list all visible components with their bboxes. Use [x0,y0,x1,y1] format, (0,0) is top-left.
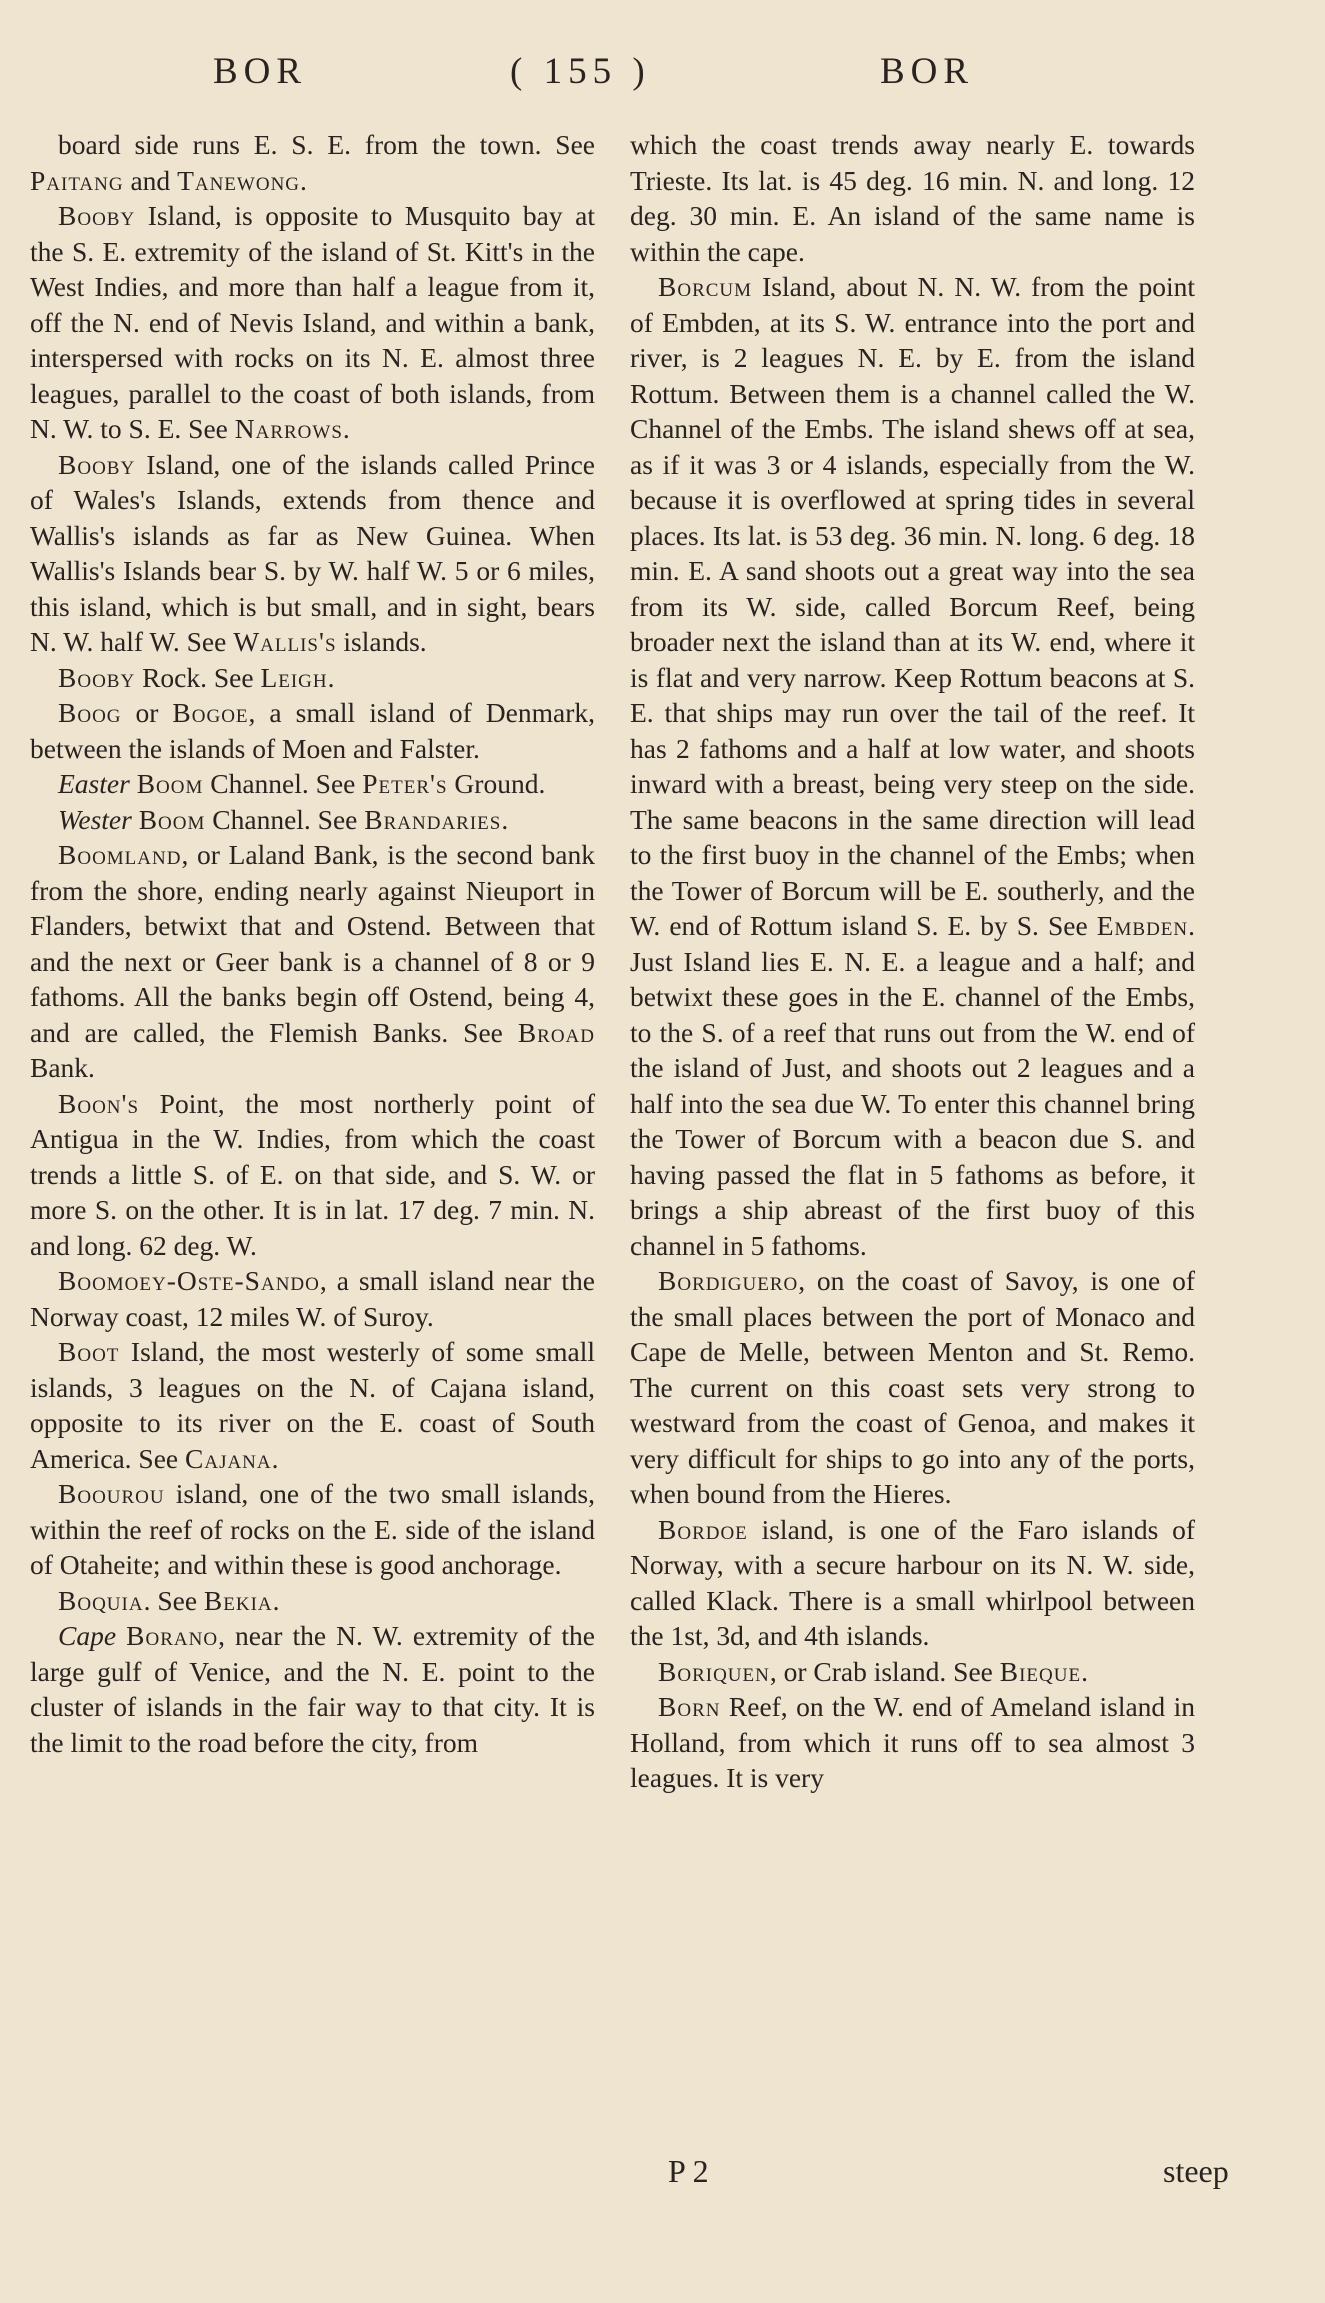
entry-headword: Boriquen [658,1655,770,1687]
entry-headword: Wallis's [233,626,337,657]
entry-text: and [123,164,178,196]
entry-text: . [271,1442,279,1474]
entry-text: . [1081,1655,1088,1687]
entry-text: islands. [336,626,427,657]
gazetteer-entry [30,447,595,660]
gazetteer-entry [30,1334,595,1476]
entry-headword: Boomoey-Oste-Sando [58,1265,320,1296]
entry-text [130,768,137,799]
gazetteer-entry [630,1263,1195,1512]
entry-text: . [501,803,509,835]
entry-text: Island, one of the islands called Prince of Wales's Islands, extends from thence and Wallis's islands as far as New Guinea. When Wallis's Islands bear S. by W. half W. 5 or 6 miles, this island, which is but small, and in sight, bears N. W. half W. See [30,448,595,657]
gazetteer-entry [30,1086,595,1264]
gazetteer-entry [30,1583,595,1619]
signature-mark: P 2 [668,2153,709,2189]
entry-italic: Easter [58,768,130,799]
entry-text: , near the N. W. extremity of the large gulf of Venice, and the N. E. point to the cluster of islands in the fair way to that city. It is the limit to the road before the city, from [30,1620,595,1758]
gazetteer-entry [30,1263,595,1334]
entry-text: Rock. See [135,661,261,693]
entry-headword: Boon's [58,1087,140,1119]
gazetteer-entry [630,1654,1195,1690]
gazetteer-entry [630,127,1195,269]
entry-text: , a small island near the Norway coast, 12 miles W. of Suroy. [30,1265,595,1332]
entry-text: . [272,1584,280,1616]
entry-headword: Booby [58,200,136,231]
entry-headword: Bordiguero [658,1265,799,1296]
entry-text: . [300,164,307,196]
gazetteer-entry [630,1689,1195,1796]
entry-italic: Wester [58,803,132,835]
entry-text: Channel. See [205,803,365,835]
entry-text [116,1620,126,1651]
catchword: steep [1163,2153,1229,2189]
gazetteer-entry [30,1476,595,1583]
entry-headword: Peter's [362,768,448,799]
right-column [630,127,1195,1796]
entry-headword: Tanewong [177,164,301,196]
gazetteer-entry [30,837,595,1086]
entry-text: , on the coast of Savoy, is one of the small places between the port of Monaco and Cape de Melle, between Menton and St. Remo. The current on this coast sets very strong to westward from the coast of Genoa, and makes it very difficult for ships to go into any of the ports, when bound from the Hieres. [630,1265,1195,1509]
entry-headword: Leigh [260,661,328,693]
entry-text: . [342,413,350,444]
entry-text: Island, about N. N. W. from the point of Embden, at its S. W. entrance into the port and river, is 2 leagues N. E. by E. from the island Rottum. Between them is a channel called the W. Channel of the Embs. The island shews off at sea, as if it was 3 or 4 islands, especially from the W. because it is overflowed at spring tides in several places. Its lat. is 53 deg. 36 min. N. long. 6 deg. 18 min. E. A sand shoots out a great way into the sea from its W. side, called Borcum Reef, being broader next the island than at its W. end, where it is flat and very narrow. Keep Rottum beacons at S. E. that ships may run over the tail of the reef. It has 2 fathoms and a half at low water, and shoots inward with a breast, being very steep on the side. The same beacons in the same direction will lead to the first buoy in the channel of the Embs; when the Tower of Borcum will be E. southerly, and the W. end of Rottum island S. E. by S. See [630,271,1195,941]
gazetteer-entry [30,695,595,766]
entry-text: . Just Island lies E. N. E. a league and a half; and betwixt these goes in the E. channel of the Embs, to the S. of a reef that runs out from the W. end of the island of Just, and shoots out 2 leagues and a half into the sea due W. To enter this channel bring the Tower of Borcum with a beacon due S. and having passed the flat in 5 fathoms as before, it brings a ship abreast of the first buoy of this channel in 5 fathoms. [630,910,1195,1261]
entry-headword: Booby [58,448,136,480]
entry-text: Bank. [30,1052,95,1083]
gazetteer-entry [630,269,1195,1263]
gazetteer-entry [30,802,595,838]
entry-italic: Cape [58,1620,117,1651]
entry-headword: Born [658,1691,721,1722]
entry-text: Channel. See [203,768,363,799]
entry-headword: Bordoe [658,1513,748,1545]
entry-headword: Brandaries [364,803,502,835]
entry-headword: Booby [58,661,136,693]
gazetteer-entry [30,198,595,447]
entry-text: or [121,697,173,728]
entry-text: Island, the most westerly of some small islands, 3 leagues on the N. of Cajana island, opposite to its river on the E. coast of South America. See [30,1336,595,1474]
entry-headword: Paitang [30,164,124,196]
gazetteer-entry [30,766,595,802]
entry-headword: Borcum [658,271,753,302]
entry-text: Island, is opposite to Musquito bay at the S. E. extremity of the island of St. Kitt's in the West Indies, and more than half a league from it, off the N. end of Nevis Island, and within a bank, interspersed with rocks on its N. E. almost three leagues, parallel to the coast of both islands, from N. W. to S. E. See [30,200,595,444]
entry-headword: Boom [138,803,206,835]
entry-text: which the coast trends away nearly E. towards Trieste. Its lat. is 45 deg. 16 min. N. and long. 12 deg. 30 min. E. An island of the same name is within the cape. [630,129,1195,267]
entry-text: island, is one of the Faro islands of Norway, with a secure harbour on its N. W. side, called Klack. There is a small whirlpool between the 1st, 3d, and 4th islands. [630,1513,1195,1651]
entry-text: Ground. [447,768,546,799]
entry-headword: Bogoe [172,697,249,728]
entry-text: , or Laland Bank, is the second bank from the shore, ending nearly against Nieuport in Flanders, betwixt that and Ostend. Between that and the next or Geer bank is a channel of 8 or 9 fathoms. All the banks begin off Ostend, being 4, and are called, the Flemish Banks. See [30,839,595,1048]
gazetteer-entry [630,1512,1195,1654]
entry-text: Reef, on the W. end of Ameland island in Holland, from which it runs off to sea almost 3 leagues. It is very [630,1691,1195,1793]
entry-headword: Boom [136,768,204,799]
entry-headword: Boomland [58,839,182,870]
entry-headword: Boot [58,1336,120,1367]
gazetteer-entry [30,1618,595,1760]
entry-text: island, one of the two small islands, within the reef of rocks on the E. side of the island of Otaheite; and within these is good anchorage. [30,1478,595,1580]
gazetteer-entry [30,127,595,198]
entry-headword: Bieque [999,1655,1082,1687]
entry-text: , or Crab island. See [769,1655,1000,1687]
entry-text: . See [143,1584,204,1616]
entry-headword: Bekia [203,1584,273,1616]
entry-headword: Boourou [58,1478,165,1509]
entry-headword: Boquia [58,1584,144,1616]
entry-text: Point, the most northerly point of Antigua in the W. Indies, from which the coast trends a little S. of E. on that side, and S. W. or more S. on the other. It is in lat. 17 deg. 7 min. N. and long. 62 deg. W. [30,1087,595,1261]
entry-headword: Borano [126,1620,219,1651]
entry-headword: Broad [517,1016,595,1048]
entry-headword: Cajana [185,1442,272,1474]
running-head-left: BOR [213,51,308,92]
running-head-right: BOR [880,51,975,92]
entry-text: . [327,661,335,693]
entry-text: , a small island of Denmark, between the islands of Moen and Falster. [30,697,595,764]
page-number: ( 155 ) [510,51,651,92]
entry-text: board side runs E. S. E. from the town. See [58,129,595,160]
entry-headword: Embden [1096,910,1189,941]
entry-headword: Narrows [234,413,343,444]
gazetteer-entry [30,660,595,696]
entry-text [132,804,139,835]
left-column [30,127,595,1760]
entry-headword: Boog [58,697,122,728]
